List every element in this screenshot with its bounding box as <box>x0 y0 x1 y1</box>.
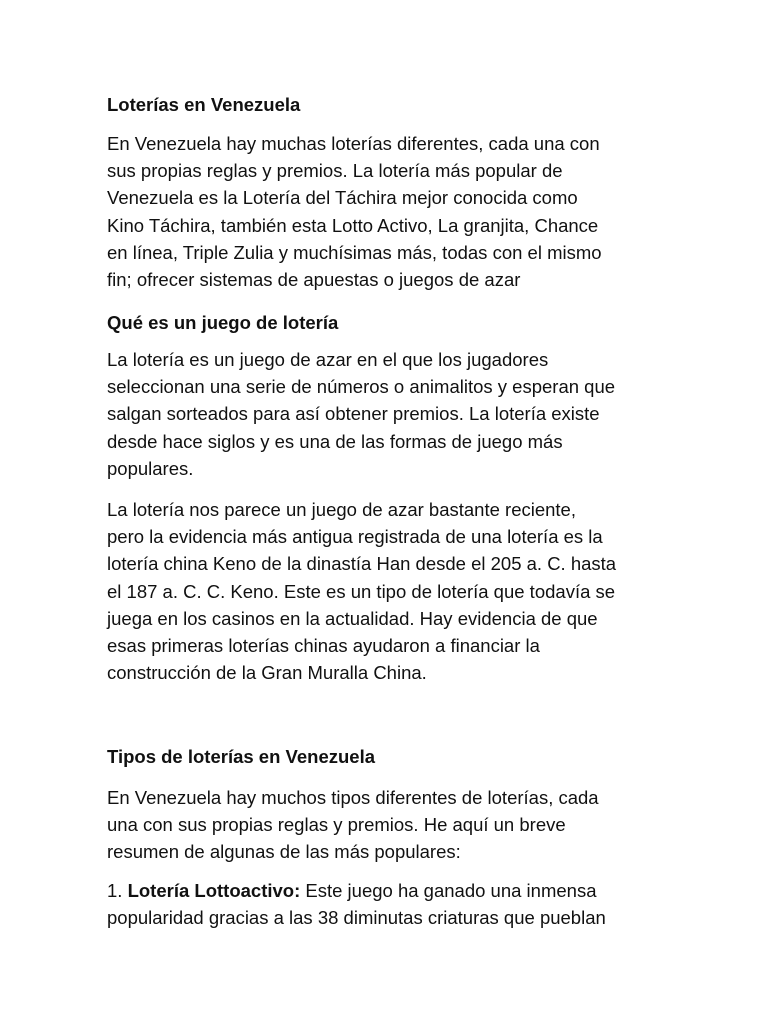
text-line: una con sus propias reglas y premios. He aquí un breve <box>107 814 566 836</box>
text-line: esas primeras loterías chinas ayudaron a financiar la <box>107 635 540 657</box>
text-line: En Venezuela hay muchas loterías diferentes, cada una con <box>107 133 600 154</box>
section-heading-tipos-loterias: Tipos de loterías en Venezuela <box>107 746 376 767</box>
text-line: seleccionan una serie de números o animalitos y esperan que <box>107 376 616 398</box>
text-line: La lotería nos parece un juego de azar bastante reciente, <box>107 499 576 520</box>
text-line: fin; ofrecer sistemas de apuestas o juegos de azar <box>107 269 521 291</box>
text-line: desde hace siglos y es una de las formas de juego más <box>107 430 563 452</box>
list-item-lottoactivo <box>107 877 667 931</box>
text-line: Venezuela es la Lotería del Táchira mejor conocida como <box>107 187 578 209</box>
intro-paragraph <box>107 130 667 293</box>
text-line: populares. <box>107 457 194 479</box>
history-paragraph <box>107 496 667 686</box>
text-line: construcción de la Gran Muralla China. <box>107 662 427 684</box>
text-line: Kino Táchira, también esta Lotto Activo, La granjita, Chance <box>107 214 599 236</box>
text-line: En Venezuela hay muchos tipos diferentes de loterías, cada <box>107 787 599 808</box>
list-item-title: Lotería Lottoactivo: <box>127 880 301 901</box>
text-line: en línea, Triple Zulia y muchísimas más, todas con el mismo <box>107 241 602 263</box>
text-line: salgan sorteados para así obtener premios. La lotería existe <box>107 403 600 425</box>
definition-paragraph <box>107 346 667 482</box>
text-line: juega en los casinos en la actualidad. Hay evidencia de que <box>107 607 598 629</box>
text-line: lotería china Keno de la dinastía Han desde el 205 a. C. hasta <box>107 553 617 575</box>
list-number: 1. <box>107 880 123 901</box>
text-line: popularidad gracias a las 38 diminutas criaturas que pueblan <box>107 907 606 929</box>
text-line: pero la evidencia más antigua registrada de una lotería es la <box>107 526 603 548</box>
text-line: resumen de algunas de las más populares: <box>107 841 461 863</box>
types-intro-paragraph <box>107 784 667 866</box>
list-item-text: Este juego ha ganado una inmensa <box>305 880 597 901</box>
section-heading-que-es-loteria: Qué es un juego de lotería <box>107 312 339 333</box>
text-line: La lotería es un juego de azar en el que los jugadores <box>107 349 549 370</box>
text-line: sus propias reglas y premios. La lotería más popular de <box>107 160 563 182</box>
text-line: el 187 a. C. C. Keno. Este es un tipo de lotería que todavía se <box>107 580 616 602</box>
section-heading-loterias-venezuela: Loterías en Venezuela <box>107 94 301 115</box>
list-item-first-line <box>107 877 667 904</box>
